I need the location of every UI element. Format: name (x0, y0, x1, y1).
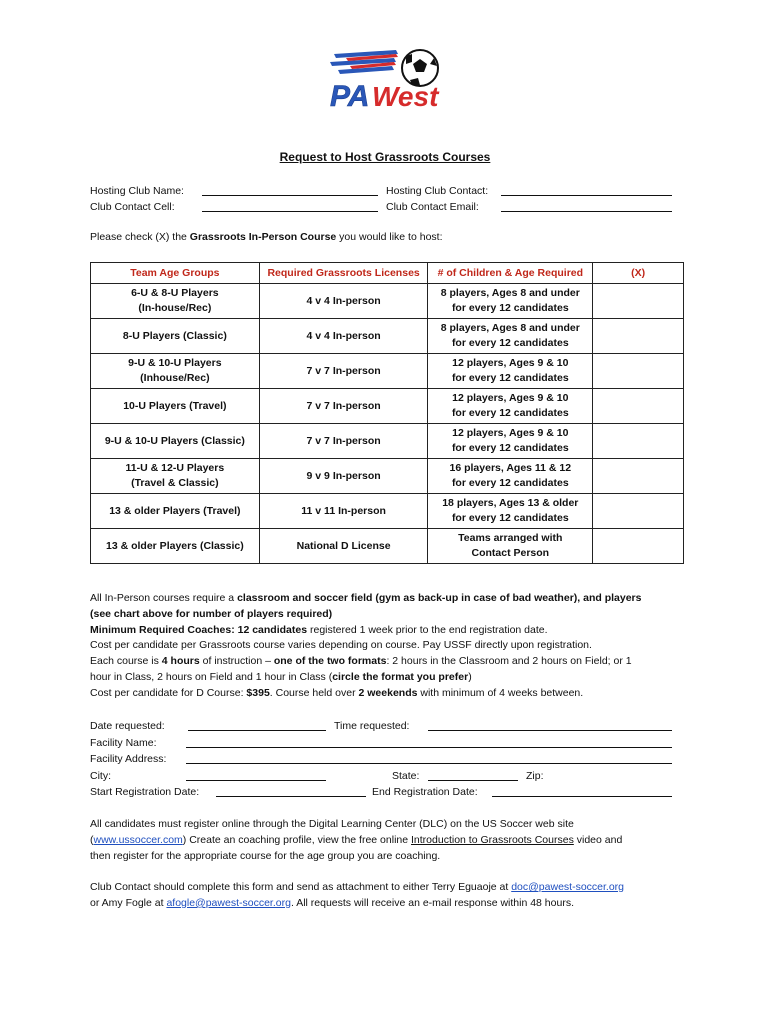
page-title: Request to Host Grassroots Courses (279, 150, 491, 164)
end-reg-label: End Registration Date: (372, 786, 478, 798)
children-line-1: 18 players, Ages 13 & older (442, 497, 579, 509)
header-check: (X) (593, 263, 684, 284)
table-row (91, 494, 684, 529)
notes-bold: one of the two formats (273, 655, 387, 668)
children-cell (428, 284, 593, 319)
instruction-bold: Grassroots In-Person Course (189, 231, 337, 243)
request-row (90, 735, 690, 752)
paren-open: ( (90, 833, 94, 846)
children-line-2: for every 12 candidates (451, 407, 569, 419)
instruction-prefix: Please check (X) the (90, 231, 190, 243)
facility-address-field[interactable] (186, 751, 672, 764)
request-row (90, 784, 690, 801)
header-age-groups: Team Age Groups (91, 263, 260, 284)
contact-text: Club Contact should complete this form and send as attachment to either Terry Eguaoje at (90, 881, 512, 893)
children-line-1: 8 players, Ages 8 and under (440, 287, 580, 299)
children-cell (428, 319, 593, 354)
age-group-cell (91, 284, 260, 319)
notes-text: . Course held over (269, 686, 359, 699)
license-cell: 4 v 4 In-person (259, 284, 428, 319)
check-cell[interactable] (593, 389, 684, 424)
age-group-cell (91, 494, 260, 529)
license-cell: National D License (259, 529, 428, 564)
notes-line-7 (90, 686, 690, 702)
check-cell[interactable] (593, 284, 684, 319)
license-cell: 9 v 9 In-person (259, 459, 428, 494)
age-line-1: 13 & older Players (Classic) (106, 539, 244, 552)
hosting-club-name-field[interactable] (202, 183, 378, 196)
hosting-club-name-label: Hosting Club Name: (90, 185, 184, 197)
request-fields (90, 718, 690, 801)
children-line-1: Teams arranged with (458, 532, 563, 544)
children-line-2: for every 12 candidates (451, 337, 569, 349)
children-cell (428, 494, 593, 529)
age-line-2: (Inhouse/Rec) (140, 372, 210, 384)
table-row (91, 529, 684, 564)
state-field[interactable] (428, 768, 518, 781)
children-cell (428, 354, 593, 389)
check-cell[interactable] (593, 424, 684, 459)
children-cell (428, 529, 593, 564)
club-contact-email-label: Club Contact Email: (386, 201, 479, 213)
table-header-row (91, 263, 684, 284)
contact-line-2 (90, 896, 690, 912)
age-group-cell (91, 424, 260, 459)
notes-text: Each course is (90, 655, 162, 668)
hosting-club-contact-field[interactable] (501, 183, 672, 196)
check-cell[interactable] (593, 529, 684, 564)
children-line-2: Contact Person (471, 547, 550, 559)
request-row (90, 768, 690, 785)
svg-text:PA: PA (330, 80, 370, 112)
doc-email-link[interactable]: doc@pawest-soccer.org (511, 881, 625, 893)
children-line-1: 16 players, Ages 11 & 12 (449, 462, 572, 474)
check-cell[interactable] (593, 354, 684, 389)
notes-bold: 2 weekends (358, 686, 418, 699)
license-cell: 7 v 7 In-person (259, 389, 428, 424)
header-licenses: Required Grassroots Licenses (259, 263, 428, 284)
candidates-line-2 (90, 833, 690, 849)
table-row (91, 354, 684, 389)
age-line-1: 13 & older Players (Travel) (109, 504, 241, 517)
age-line-1: 9-U & 10-U Players (128, 357, 222, 369)
age-group-cell (91, 529, 260, 564)
contact-text: . All requests will receive an e-mail response within 48 hours. (290, 896, 574, 909)
license-cell: 4 v 4 In-person (259, 319, 428, 354)
notes-text: registered 1 week prior to the end registration date. (307, 623, 548, 636)
notes-bold: classroom and soccer field (gym as back-up in case of bad weather), and players (237, 592, 642, 604)
age-line-2: (In-house/Rec) (138, 302, 212, 314)
table-row (91, 424, 684, 459)
children-line-1: 12 players, Ages 9 & 10 (452, 392, 569, 404)
notes-text: ) (468, 670, 472, 683)
state-label: State: (392, 769, 420, 782)
courses-table (90, 262, 684, 564)
license-cell: 7 v 7 In-person (259, 424, 428, 459)
candidates-text: ) Create an coaching profile, view the free online (182, 833, 411, 846)
date-requested-label: Date requested: (90, 720, 165, 732)
notes-line-1 (90, 591, 690, 607)
notes-bold: 4 hours (161, 655, 200, 668)
age-group-cell (91, 319, 260, 354)
notes-bold: Minimum Required Coaches: 12 candidates (90, 623, 308, 636)
notes-bold: (see chart above for number of players required) (90, 607, 333, 620)
license-cell: 7 v 7 In-person (259, 354, 428, 389)
city-label: City: (90, 769, 111, 782)
facility-name-label: Facility Name: (90, 736, 157, 749)
children-line-2: for every 12 candidates (451, 512, 569, 524)
facility-address-label: Facility Address: (90, 753, 167, 765)
notes-text: hour in Class, 2 hours on Field and 1 hour in Class ( (90, 670, 333, 683)
date-requested-field[interactable] (188, 718, 326, 731)
check-cell[interactable] (593, 494, 684, 529)
ussoccer-link[interactable]: www.ussoccer.com (93, 833, 183, 846)
candidates-line-1: All candidates must register online through the Digital Learning Center (DLC) on the US Soccer web site (90, 818, 574, 830)
age-line-1: 11-U & 12-U Players (125, 462, 225, 474)
facility-name-field[interactable] (186, 735, 672, 748)
club-contact-cell-label: Club Contact Cell: (90, 201, 175, 213)
club-contact-cell-field[interactable] (202, 199, 378, 212)
notes-text: All In-Person courses require a (90, 592, 238, 604)
request-row (90, 718, 690, 735)
contact-line-1 (90, 880, 690, 896)
notes-text: Cost per candidate for D Course: (90, 686, 247, 699)
city-field[interactable] (186, 768, 326, 781)
candidates-paragraph (90, 817, 690, 864)
children-line-2: for every 12 candidates (451, 477, 569, 489)
notes-text: with minimum of 4 weeks between. (417, 686, 584, 699)
instruction-text (90, 231, 443, 243)
course-notes (90, 591, 690, 702)
contact-text: or Amy Fogle at (90, 896, 167, 909)
zip-label: Zip: (526, 769, 544, 782)
children-line-1: 12 players, Ages 9 & 10 (452, 427, 569, 439)
time-requested-field[interactable] (428, 718, 672, 731)
contact-paragraph (90, 880, 690, 912)
age-line-1: 9-U & 10-U Players (Classic) (104, 434, 245, 447)
svg-text:West: West (372, 81, 439, 112)
end-reg-field[interactable] (492, 784, 672, 797)
notes-bold: circle the format you prefer (332, 670, 469, 683)
notes-text: : 2 hours in the Classroom and 2 hours on Field; or 1 (386, 655, 632, 668)
club-contact-email-field[interactable] (501, 199, 672, 212)
pawest-logo (326, 42, 446, 112)
children-cell (428, 459, 593, 494)
children-line-1: 12 players, Ages 9 & 10 (452, 357, 569, 369)
pawest-logo-graphic (326, 42, 446, 112)
hosting-club-contact-label: Hosting Club Contact: (386, 185, 489, 197)
children-cell (428, 424, 593, 459)
license-cell: 11 v 11 In-person (259, 494, 428, 529)
notes-line-4: Cost per candidate per Grassroots course varies depending on course. Pay USSF directly upon registration. (90, 639, 592, 652)
age-group-cell (91, 389, 260, 424)
afogle-email-link[interactable]: afogle@pawest-soccer.org (166, 896, 291, 909)
notes-bold: $395 (246, 686, 270, 699)
notes-text: of instruction – (199, 655, 274, 668)
table-row (91, 284, 684, 319)
children-line-1: 8 players, Ages 8 and under (440, 322, 580, 334)
age-group-cell (91, 354, 260, 389)
age-line-2: (Travel & Classic) (131, 477, 219, 489)
age-line-1: 6-U & 8-U Players (131, 287, 219, 299)
header-children: # of Children & Age Required (428, 263, 593, 284)
instruction-suffix: you would like to host: (336, 231, 443, 243)
notes-line-6 (90, 670, 690, 686)
candidates-line-3: then register for the appropriate course for the age group you are coaching. (90, 849, 441, 862)
notes-line-3 (90, 623, 690, 639)
age-line-1: 10-U Players (Travel) (123, 399, 227, 412)
header-fields (90, 183, 690, 219)
table-row (91, 459, 684, 494)
children-line-2: for every 12 candidates (451, 372, 569, 384)
check-cell[interactable] (593, 459, 684, 494)
notes-line-5 (90, 654, 690, 670)
notes-line-2 (90, 607, 690, 623)
age-line-1: 8-U Players (Classic) (122, 329, 227, 342)
children-line-2: for every 12 candidates (451, 302, 569, 314)
table-row (91, 319, 684, 354)
intro-grassroots-link[interactable]: Introduction to Grassroots Courses (411, 833, 574, 846)
children-cell (428, 389, 593, 424)
children-line-2: for every 12 candidates (451, 442, 569, 454)
time-requested-label: Time requested: (334, 720, 410, 732)
start-reg-label: Start Registration Date: (90, 786, 200, 798)
candidates-text: video and (573, 833, 623, 846)
start-reg-field[interactable] (216, 784, 366, 797)
check-cell[interactable] (593, 319, 684, 354)
request-row (90, 751, 690, 768)
table-row (91, 389, 684, 424)
age-group-cell (91, 459, 260, 494)
